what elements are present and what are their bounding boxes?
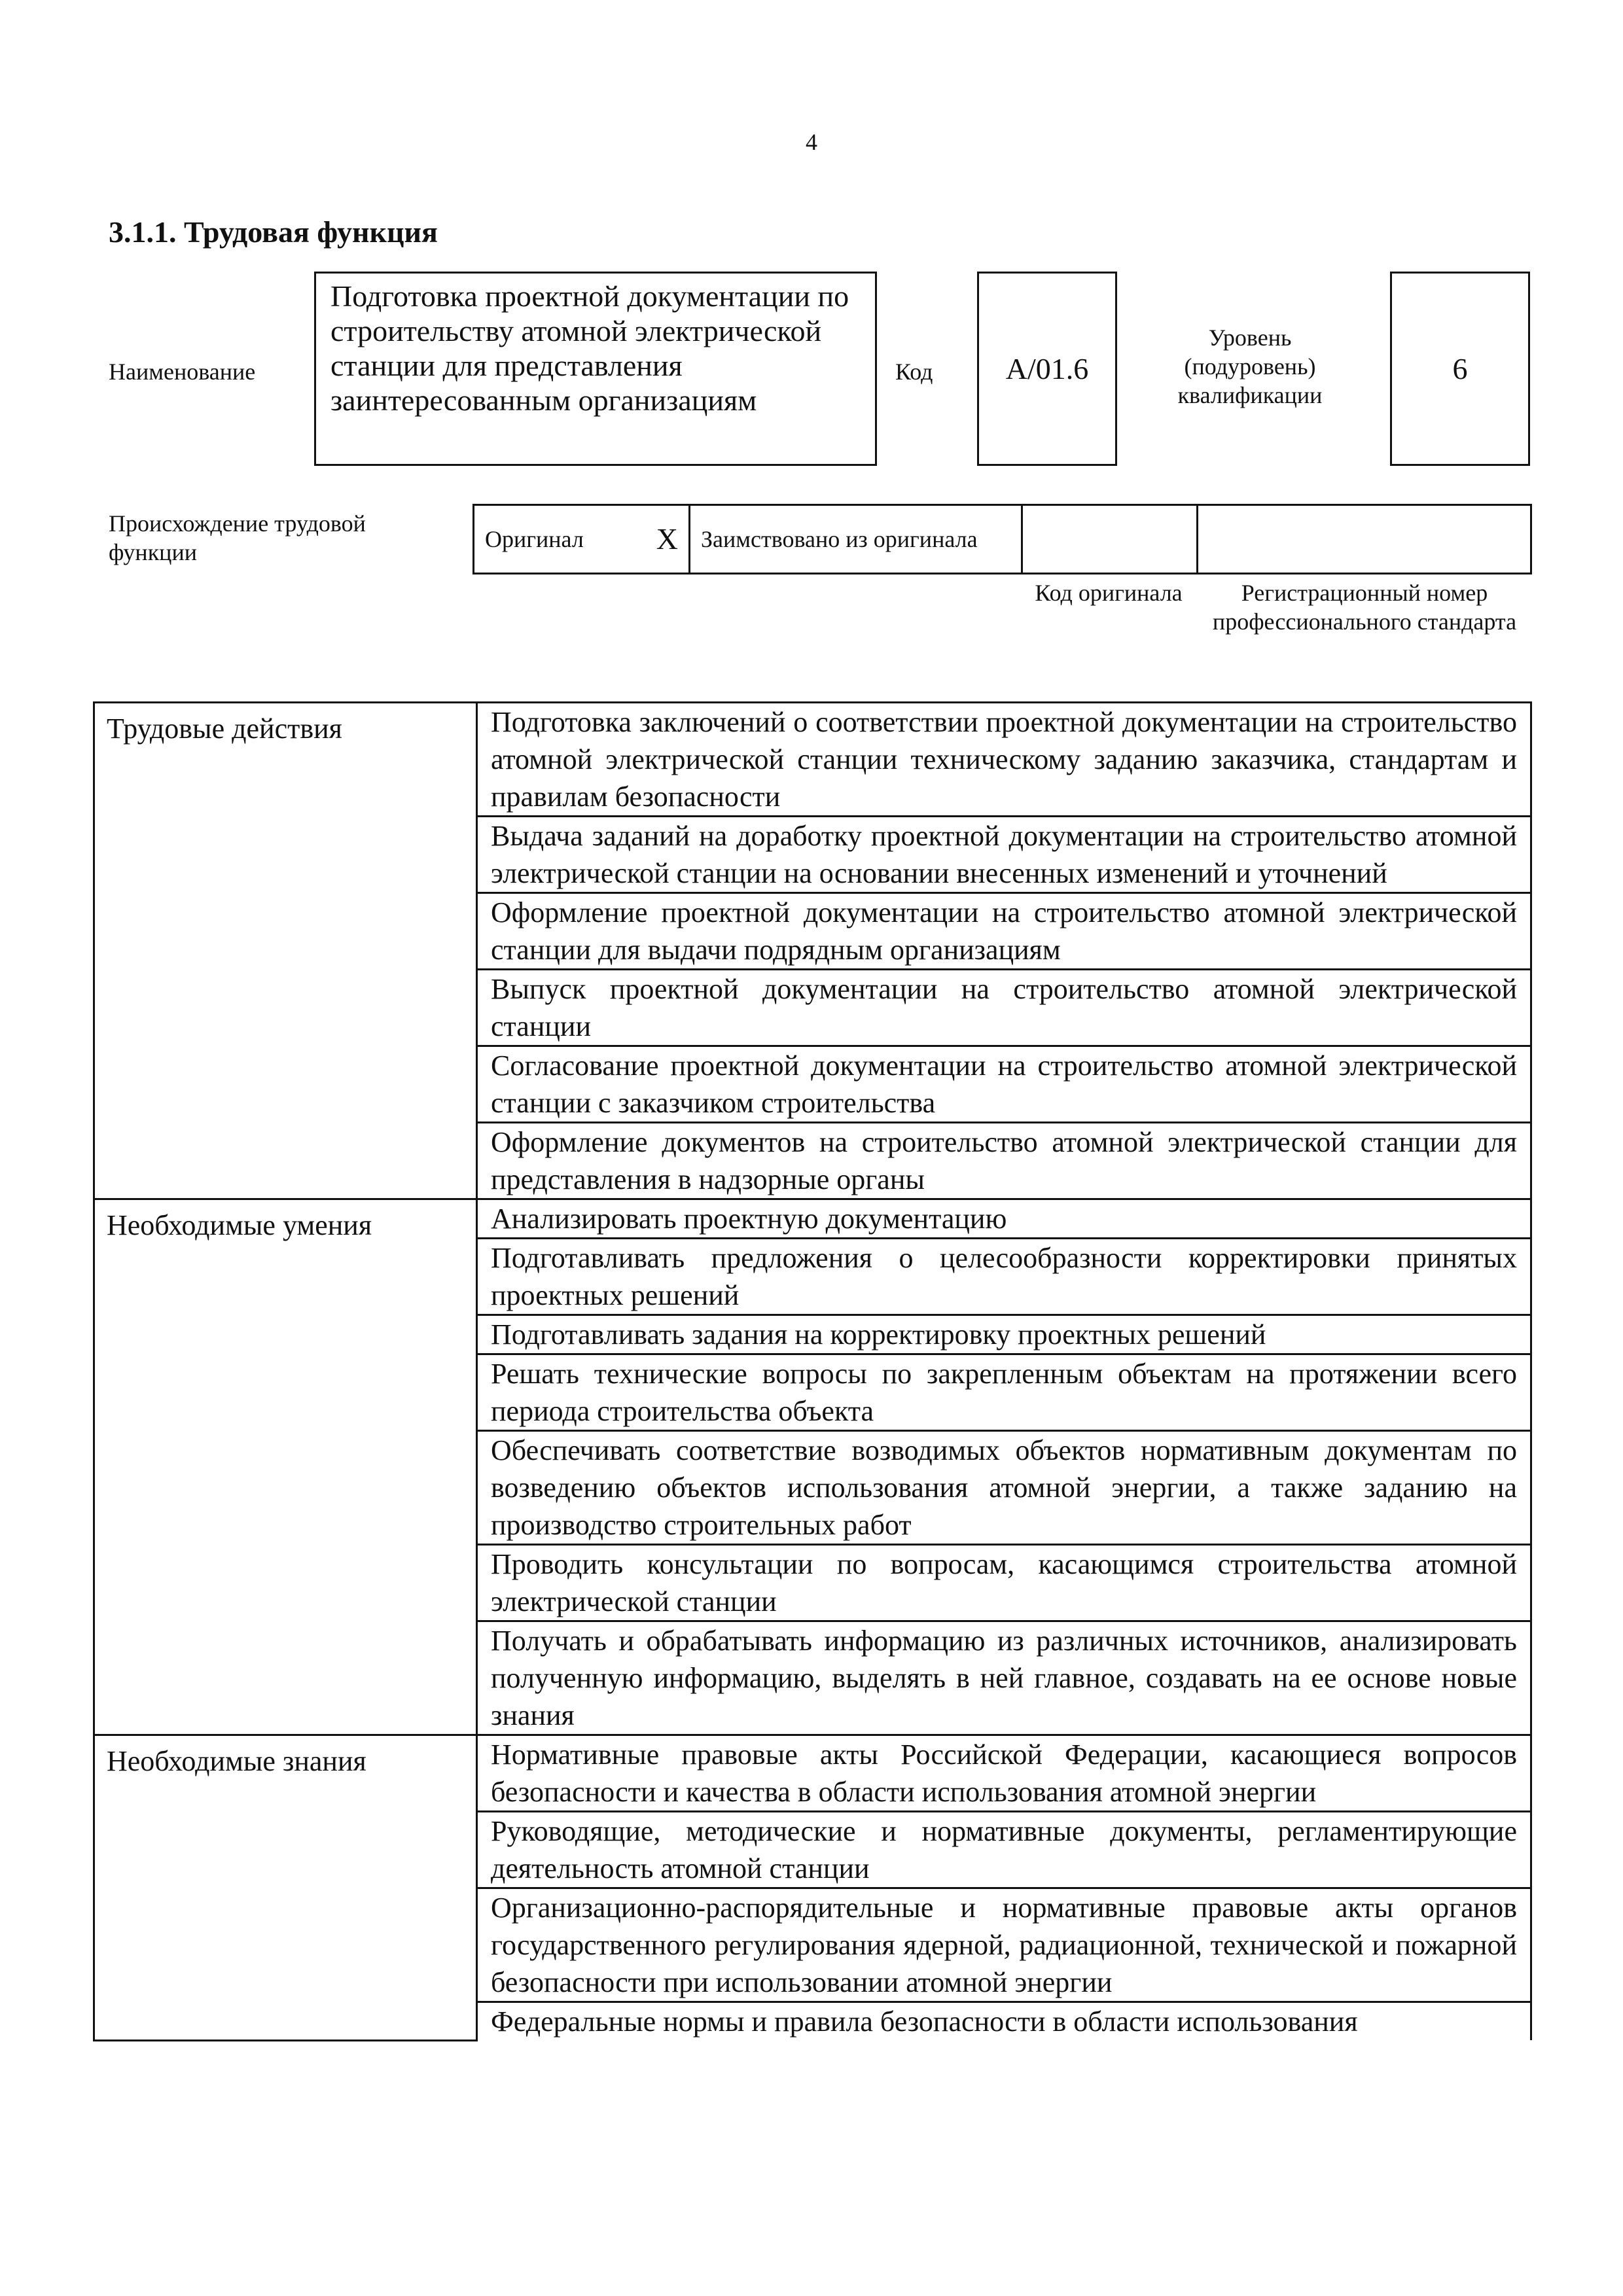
reg-number-caption: Регистрационный номер профессионального стандарта (1212, 580, 1517, 635)
level-value: 6 (1452, 352, 1468, 385)
list-item: Организационно-распорядительные и нормативные правовые акты органов государственного регулирования ядерной, радиационной, технической и пожарной безопасности при использовании атомной энергии (477, 1888, 1531, 2002)
name-label: Наименование (109, 359, 256, 385)
list-item: Выдача заданий на доработку проектной документации на строительство атомной электрической станции на основании внесенных изменений и уточнений (477, 817, 1531, 893)
origin-table (473, 504, 1532, 574)
name-value-box (314, 272, 877, 466)
table-row (94, 1735, 1531, 1812)
list-item: Решать технические вопросы по закрепленным объектам на протяжении всего периода строительства объекта (477, 1354, 1531, 1431)
list-item: Получать и обрабатывать информацию из различных источников, анализировать полученную информацию, выделять в ней главное, создавать на ее основе новые знания (477, 1621, 1531, 1735)
original-mark: X (656, 522, 678, 556)
table-row (94, 1199, 1531, 1239)
list-item: Нормативные правовые акты Российской Федерации, касающиеся вопросов безопасности и качества в области использования атомной энергии (477, 1735, 1531, 1812)
list-item: Оформление документов на строительство атомной электрической станции для представления в надзорные органы (477, 1123, 1531, 1199)
list-item: Проводить консультации по вопросам, касающимся строительства атомной электрической станции (477, 1545, 1531, 1621)
table-row (94, 703, 1531, 817)
list-item: Федеральные нормы и правила безопасности в области использования (477, 2002, 1531, 2041)
borrowed-cell (690, 505, 1022, 574)
list-item: Руководящие, методические и нормативные документы, регламентирующие деятельность атомной станции (477, 1812, 1531, 1888)
list-item: Обеспечивать соответствие возводимых объектов нормативным документам по возведению объектов использования атомной энергии, а также заданию на производство строительных работ (477, 1431, 1531, 1545)
original-code-cell (1022, 505, 1198, 574)
list-item: Выпуск проектной документации на строительство атомной электрической станции (477, 970, 1531, 1046)
origin-label: Происхождение трудовой функции (109, 510, 366, 565)
list-item: Подготавливать предложения о целесообразности корректировки принятых проектных решений (477, 1239, 1531, 1315)
list-item: Подготовка заключений о соответствии проектной документации на строительство атомной электрической станции техническому заданию заказчика, стандартам и правилам безопасности (477, 703, 1531, 817)
code-original-caption: Код оригинала (1035, 580, 1183, 606)
function-details-table (93, 701, 1532, 2041)
list-item: Анализировать проектную документацию (477, 1199, 1531, 1239)
borrowed-label: Заимствовано из оригинала (701, 526, 978, 552)
section-title-knowledge: Необходимые знания (94, 1735, 477, 2041)
section-title: 3.1.1. Трудовая функция (109, 215, 438, 249)
code-value: A/01.6 (1005, 352, 1089, 385)
original-label: Оригинал (485, 526, 584, 552)
page-number: 4 (806, 129, 817, 155)
original-cell (474, 505, 690, 574)
code-value-box (977, 272, 1117, 466)
section-title-labor-actions: Трудовые действия (94, 703, 477, 1199)
list-item: Подготавливать задания на корректировку проектных решений (477, 1315, 1531, 1354)
name-value: Подготовка проектной документации по строительству атомной электрической станции для представления заинтересованным организациям (330, 279, 849, 417)
level-label: Уровень (подуровень) квалификации (1177, 325, 1323, 408)
reg-number-cell (1198, 505, 1531, 574)
section-title-skills: Необходимые умения (94, 1199, 477, 1735)
code-label: Код (895, 359, 933, 385)
list-item: Согласование проектной документации на строительство атомной электрической станции с заказчиком строительства (477, 1046, 1531, 1123)
list-item: Оформление проектной документации на строительство атомной электрической станции для выдачи подрядным организациям (477, 893, 1531, 970)
level-value-box (1390, 272, 1530, 466)
